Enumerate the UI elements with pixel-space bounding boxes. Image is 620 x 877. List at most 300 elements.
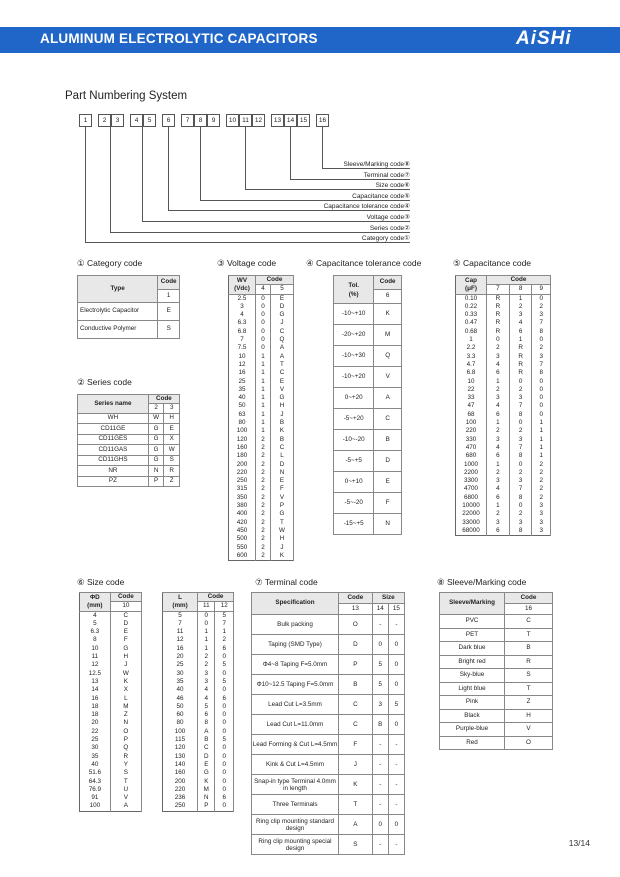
table-row: [456, 494, 551, 502]
table-row: [456, 369, 551, 377]
cell-code: 3: [487, 477, 510, 485]
table-row: [252, 695, 405, 715]
col-header-code: Code: [198, 593, 234, 602]
cell-label: 18: [80, 703, 111, 711]
cell-label: 500: [229, 535, 256, 543]
cell-label: 550: [229, 544, 256, 552]
cell-label: 0.68: [456, 328, 487, 336]
cell-label: Kink & Cut L=4.5mm: [252, 755, 339, 775]
cell-label: Lead Cut L=11.0mm: [252, 715, 339, 735]
table-row: [334, 346, 402, 367]
cell-code: T: [110, 778, 141, 786]
cell-code: 8: [509, 494, 532, 502]
cell-label: WH: [78, 413, 149, 424]
cell-label: 40: [229, 394, 256, 402]
col-header-num: 12: [215, 602, 234, 611]
col-header-num: 7: [487, 285, 510, 294]
table-row: [456, 502, 551, 510]
cell-code: 6: [487, 494, 510, 502]
cell-code: T: [505, 682, 553, 696]
cell-code: 7: [215, 620, 234, 628]
cell-code: 8: [532, 328, 551, 336]
table-row: [80, 611, 142, 620]
table-row: [456, 419, 551, 427]
cell-code: 3: [532, 510, 551, 518]
table-row: [163, 703, 234, 711]
cell-label: Sky-blue: [440, 669, 505, 683]
cell-code: 1: [532, 419, 551, 427]
cell-label: 120: [229, 436, 256, 444]
cell-label: 220: [456, 427, 487, 435]
cell-code: 5: [372, 655, 388, 675]
table-row: [456, 319, 551, 327]
cell-label: 0.10: [456, 294, 487, 303]
table-row: [163, 761, 234, 769]
cell-code: A: [110, 802, 141, 811]
col-header-code: Code: [148, 395, 179, 404]
table-row: [229, 311, 294, 319]
table-row: [440, 709, 553, 723]
cell-code: 4: [487, 361, 510, 369]
cell-label: Φ10~12.5 Taping F=5.0mm: [252, 675, 339, 695]
cell-label: 22000: [456, 510, 487, 518]
cell-code: 8: [509, 527, 532, 536]
cell-code: 2: [532, 485, 551, 493]
cell-code: 0: [215, 719, 234, 727]
size-diameter-table: [79, 592, 142, 812]
table-row: [252, 735, 405, 755]
table-row: [456, 510, 551, 518]
voltage-title: ③ Voltage code: [217, 258, 277, 268]
cell-code: 0: [509, 502, 532, 510]
pn-digit-box: 11: [239, 114, 252, 127]
cell-code: 3: [532, 527, 551, 536]
cell-code: 2: [215, 636, 234, 644]
table-row: [163, 736, 234, 744]
cell-code: C: [374, 409, 402, 430]
table-row: [252, 615, 405, 635]
pn-leader-horizontal: [200, 200, 411, 201]
table-row: [252, 815, 405, 835]
cell-code: 0: [509, 461, 532, 469]
cell-code: B: [339, 675, 373, 695]
cell-code: 0: [256, 344, 271, 352]
cell-code: 2: [256, 494, 271, 502]
table-row: [456, 485, 551, 493]
cell-label: 33: [456, 394, 487, 402]
cell-code: 0: [198, 611, 215, 620]
cell-code: E: [270, 477, 293, 485]
cell-code: D: [270, 303, 293, 311]
table-row: [229, 510, 294, 518]
col-header-tol-unit: (%): [348, 290, 359, 298]
pn-digit-box: 10: [226, 114, 239, 127]
cell-code: K: [270, 427, 293, 435]
cell-code: Q: [270, 336, 293, 344]
table-row: [229, 411, 294, 419]
cell-code: 6: [487, 452, 510, 460]
tolerance-table: [333, 275, 402, 535]
cell-code: 0: [215, 778, 234, 786]
cell-code: O: [505, 736, 553, 750]
col-header-code: Code: [374, 276, 402, 290]
table-row: [80, 686, 142, 694]
cell-code: B: [374, 430, 402, 451]
cell-label: CD11GE: [78, 424, 149, 435]
cell-code: 0: [256, 303, 271, 311]
cell-code: 3: [487, 436, 510, 444]
cell-code: E: [270, 378, 293, 386]
table-row: [456, 461, 551, 469]
cell-code: 0: [256, 319, 271, 327]
cell-code: Z: [110, 711, 141, 719]
table-row: [229, 394, 294, 402]
table-row: [163, 778, 234, 786]
cell-label: 470: [456, 444, 487, 452]
cell-code: 0: [215, 753, 234, 761]
cell-label: Conductive Polymer: [78, 321, 158, 339]
col-header-length-unit: (mm): [172, 601, 188, 609]
cell-label: 4700: [456, 485, 487, 493]
section-title: Part Numbering System: [65, 90, 188, 102]
cell-label: 5: [163, 611, 198, 620]
cell-label: 80: [163, 719, 198, 727]
cell-code: G: [270, 394, 293, 402]
cell-code: 0: [487, 336, 510, 344]
cell-code: 2: [532, 461, 551, 469]
cell-code: 2: [256, 444, 271, 452]
cell-code: Y: [110, 761, 141, 769]
table-row: [80, 661, 142, 669]
cell-code: -: [388, 835, 404, 855]
cell-code: S: [110, 769, 141, 777]
cell-label: 6.3: [80, 628, 111, 636]
col-header-num: 11: [198, 602, 215, 611]
cell-code: K: [270, 552, 293, 561]
cell-label: 35: [80, 753, 111, 761]
cell-code: 0: [215, 786, 234, 794]
col-header-tol: Tol.: [348, 281, 360, 289]
table-row: [80, 711, 142, 719]
cell-label: Dark blue: [440, 642, 505, 656]
table-row: [80, 645, 142, 653]
table-row: [78, 303, 180, 321]
table-row: [163, 653, 234, 661]
cell-code: S: [505, 669, 553, 683]
table-row: [163, 728, 234, 736]
table-row: [440, 655, 553, 669]
cell-code: T: [270, 361, 293, 369]
cell-code: X: [110, 686, 141, 694]
cell-code: 2: [256, 519, 271, 527]
pn-digit-box: 13: [271, 114, 284, 127]
cell-code: 0: [215, 703, 234, 711]
table-row: [229, 552, 294, 561]
cell-code: 1: [532, 444, 551, 452]
pn-label: Size code⑥: [375, 182, 410, 190]
cell-label: 6.3: [229, 319, 256, 327]
col-header-size: Size: [372, 593, 404, 604]
cell-code: 1: [256, 369, 271, 377]
cell-code: 5: [215, 736, 234, 744]
cell-code: H: [270, 535, 293, 543]
cell-label: 6.8: [456, 369, 487, 377]
cell-code: -: [388, 775, 404, 795]
cell-label: Snap-in type Terminal 4.0mm in length: [252, 775, 339, 795]
cell-code: -: [388, 755, 404, 775]
table-row: [456, 361, 551, 369]
cell-label: 16: [229, 369, 256, 377]
table-row: [80, 736, 142, 744]
cell-code: 5: [372, 675, 388, 695]
cell-label: 63: [229, 411, 256, 419]
cell-label: 76.9: [80, 786, 111, 794]
cell-code: K: [198, 778, 215, 786]
cell-code: -: [388, 615, 404, 635]
cell-code: 5: [198, 703, 215, 711]
cell-code: R: [164, 466, 180, 477]
table-row: [456, 353, 551, 361]
cell-code: 7: [509, 402, 532, 410]
cell-label: 30: [80, 744, 111, 752]
cell-code: 2: [509, 427, 532, 435]
pn-digit-box: 16: [316, 114, 329, 127]
cell-label: Red: [440, 736, 505, 750]
table-row: [456, 477, 551, 485]
cell-code: T: [270, 519, 293, 527]
cell-code: 0: [532, 394, 551, 402]
cell-code: 1: [256, 361, 271, 369]
cell-code: K: [339, 775, 373, 795]
table-row: [456, 436, 551, 444]
cell-label: 160: [163, 769, 198, 777]
cell-code: R: [487, 311, 510, 319]
cell-code: 5: [215, 678, 234, 686]
table-row: [163, 628, 234, 636]
table-row: [229, 452, 294, 460]
cell-code: C: [198, 744, 215, 752]
table-row: [252, 655, 405, 675]
table-row: [456, 411, 551, 419]
cell-code: 0: [388, 715, 404, 735]
cell-label: -5~+5: [334, 451, 374, 472]
cell-label: 315: [229, 485, 256, 493]
cell-code: -: [372, 735, 388, 755]
table-row: [229, 303, 294, 311]
table-row: [334, 325, 402, 346]
table-row: [78, 476, 180, 487]
cell-code: R: [509, 344, 532, 352]
cell-label: 0.22: [456, 303, 487, 311]
col-header-num: 16: [505, 604, 553, 615]
voltage-table: [228, 275, 294, 561]
table-row: [456, 294, 551, 303]
cell-code: 2: [532, 303, 551, 311]
cell-code: 8: [198, 719, 215, 727]
cell-label: 250: [163, 802, 198, 811]
cell-code: 1: [256, 394, 271, 402]
table-row: [229, 502, 294, 510]
cell-label: 91: [80, 794, 111, 802]
cell-code: P: [198, 802, 215, 811]
cell-code: 2: [256, 469, 271, 477]
cell-code: 0: [256, 294, 271, 303]
cell-code: 2: [487, 344, 510, 352]
cell-label: PVC: [440, 615, 505, 629]
cell-code: 1: [487, 502, 510, 510]
cell-code: 2: [509, 386, 532, 394]
cell-code: 2: [487, 469, 510, 477]
cell-label: 4.7: [456, 361, 487, 369]
cell-label: 11: [80, 653, 111, 661]
col-header-num: 13: [339, 604, 373, 615]
cell-code: 4: [487, 402, 510, 410]
cell-code: H: [270, 402, 293, 410]
cell-code: D: [374, 451, 402, 472]
pn-leader-vertical: [142, 127, 143, 221]
cell-code: Z: [505, 696, 553, 710]
table-row: [80, 744, 142, 752]
cell-code: 1: [487, 378, 510, 386]
cell-label: Bright red: [440, 655, 505, 669]
table-row: [80, 794, 142, 802]
pn-leader-vertical: [245, 127, 246, 189]
cell-label: 16: [163, 645, 198, 653]
table-row: [440, 615, 553, 629]
table-row: [229, 378, 294, 386]
cell-label: -10~+20: [334, 367, 374, 388]
cell-code: P: [270, 502, 293, 510]
table-row: [163, 670, 234, 678]
table-row: [80, 703, 142, 711]
cell-label: 11: [163, 628, 198, 636]
table-row: [456, 378, 551, 386]
table-row: [456, 519, 551, 527]
cell-code: C: [270, 328, 293, 336]
table-row: [78, 445, 180, 456]
cell-code: G: [148, 424, 164, 435]
cell-label: 33000: [456, 519, 487, 527]
cell-code: 0: [532, 294, 551, 303]
cell-code: 7: [532, 361, 551, 369]
cell-code: 0: [215, 670, 234, 678]
table-row: [229, 535, 294, 543]
cell-code: 2: [198, 661, 215, 669]
col-header-cap-unit: (μF): [465, 284, 477, 292]
cell-code: N: [198, 794, 215, 802]
cell-label: 2.2: [456, 344, 487, 352]
table-row: [78, 413, 180, 424]
pn-label: Capacitance tolerance code④: [323, 203, 410, 211]
cell-label: 100: [80, 802, 111, 811]
cell-label: 380: [229, 502, 256, 510]
cell-code: F: [270, 485, 293, 493]
table-row: [80, 628, 142, 636]
cell-code: 2: [509, 303, 532, 311]
page-number: 13/14: [568, 838, 590, 848]
cell-label: Three Terminals: [252, 795, 339, 815]
cell-label: 68: [456, 411, 487, 419]
cell-label: -10~-20: [334, 430, 374, 451]
cell-code: 2: [487, 427, 510, 435]
cell-code: -: [372, 835, 388, 855]
cell-code: 0: [256, 311, 271, 319]
cell-code: 1: [198, 645, 215, 653]
cell-label: 400: [229, 510, 256, 518]
sleeve-title: ⑧ Sleeve/Marking code: [437, 577, 527, 587]
cell-code: C: [270, 444, 293, 452]
cell-code: D: [110, 620, 141, 628]
table-row: [440, 696, 553, 710]
cell-code: -: [388, 735, 404, 755]
cell-code: -: [372, 615, 388, 635]
cell-label: 180: [229, 452, 256, 460]
table-row: [163, 611, 234, 620]
cell-code: R: [487, 319, 510, 327]
size-title: ⑥ Size code: [77, 577, 125, 587]
cell-code: 1: [509, 294, 532, 303]
table-row: [229, 469, 294, 477]
table-row: [456, 402, 551, 410]
cell-code: 3: [532, 502, 551, 510]
cell-label: Bulk packing: [252, 615, 339, 635]
cell-label: 25: [80, 736, 111, 744]
cell-label: 0.33: [456, 311, 487, 319]
table-row: [440, 682, 553, 696]
col-header-num: 5: [270, 285, 293, 294]
table-row: [229, 402, 294, 410]
cell-code: 1: [532, 427, 551, 435]
table-row: [163, 711, 234, 719]
cell-code: V: [270, 494, 293, 502]
cell-code: 1: [256, 419, 271, 427]
terminal-title: ⑦ Terminal code: [255, 577, 318, 587]
cell-code: 6: [487, 369, 510, 377]
cell-code: 0: [215, 686, 234, 694]
pn-leader-vertical: [85, 127, 86, 242]
cell-label: Taping (SMD Type): [252, 635, 339, 655]
cell-code: 2: [198, 653, 215, 661]
pn-label: Category code①: [361, 235, 410, 243]
cell-code: N: [148, 466, 164, 477]
cell-label: 60: [163, 711, 198, 719]
cell-label: 3300: [456, 477, 487, 485]
table-row: [334, 388, 402, 409]
cell-label: 130: [163, 753, 198, 761]
table-row: [229, 386, 294, 394]
cell-code: 3: [509, 477, 532, 485]
cell-code: Z: [164, 476, 180, 487]
cell-label: 47: [456, 402, 487, 410]
cell-label: 3: [229, 303, 256, 311]
cell-label: 0~+20: [334, 388, 374, 409]
cell-label: Ring clip mounting standard design: [252, 815, 339, 835]
table-row: [229, 353, 294, 361]
cell-code: 1: [256, 378, 271, 386]
cell-code: 2: [532, 469, 551, 477]
pn-leader-vertical: [110, 127, 111, 232]
cell-code: 1: [256, 402, 271, 410]
cell-code: R: [509, 361, 532, 369]
cell-label: 100: [229, 427, 256, 435]
cell-label: 7.5: [229, 344, 256, 352]
cell-code: U: [110, 786, 141, 794]
cell-code: A: [339, 815, 373, 835]
cell-label: 40: [163, 686, 198, 694]
cell-label: 3.3: [456, 353, 487, 361]
cell-label: 1: [456, 336, 487, 344]
pn-label: Sleeve/Marking code⑧: [343, 161, 410, 168]
